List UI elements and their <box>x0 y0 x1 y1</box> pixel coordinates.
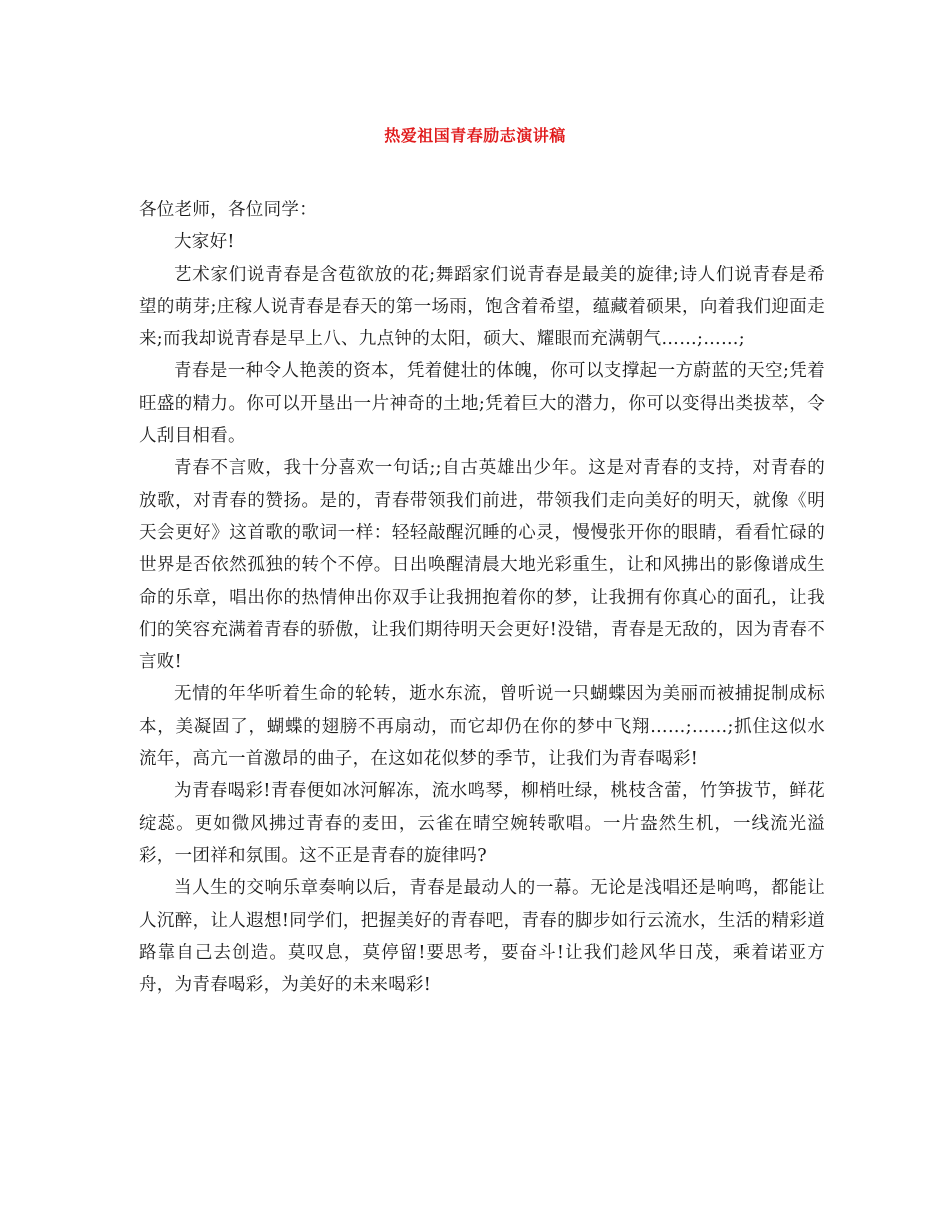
paragraph-1: 艺术家们说青春是含苞欲放的花;舞蹈家们说青春是最美的旋律;诗人们说青春是希望的萌芽;庄稼人说青春是春天的第一场雨，饱含着希望，蕴藏着硕果，向着我们迎面走来;而我却说青春是早上八、九点钟的太阳，硕大、耀眼而充满朝气……;……; <box>139 264 825 350</box>
paragraph-2: 青春是一种令人艳羡的资本，凭着健壮的体魄，你可以支撑起一方蔚蓝的天空;凭着旺盛的精力。你可以开垦出一片神奇的土地;凭着巨大的潜力，你可以变得出类拔萃，令人刮目相看。 <box>139 361 825 447</box>
document-body <box>139 194 825 1001</box>
paragraph-4: 无情的年华听着生命的轮转，逝水东流，曾听说一只蝴蝶因为美丽而被捕捉制成标本，美凝固了，蝴蝶的翅膀不再扇动，而它却仍在你的梦中飞翔……;……;抓住这似水流年，高亢一首激昂的曲子，在这如花似梦的季节，让我们为青春喝彩! <box>139 684 825 770</box>
paragraph-3: 青春不言败，我十分喜欢一句话;;自古英雄出少年。这是对青春的支持，对青春的放歌，对青春的赞扬。是的，青春带领我们前进，带领我们走向美好的明天，就像《明天会更好》这首歌的歌词一样：轻轻敲醒沉睡的心灵，慢慢张开你的眼睛，看看忙碌的世界是否依然孤独的转个不停。日出唤醒清晨大地光彩重生，让和风拂出的影像谱成生命的乐章，唱出你的热情伸出你双手让我拥抱着你的梦，让我拥有你真心的面孔，让我们的笑容充满着青春的骄傲，让我们期待明天会更好!没错，青春是无敌的，因为青春不言败! <box>139 458 825 673</box>
document-title: 热爱祖国青春励志演讲稿 <box>384 126 566 145</box>
paragraph-6: 当人生的交响乐章奏响以后，青春是最动人的一幕。无论是浅唱还是响鸣，都能让人沉醉，让人遐想!同学们，把握美好的青春吧，青春的脚步如行云流水，生活的精彩道路靠自己去创造。莫叹息，莫停留!要思考，要奋斗!让我们趁风华日茂，乘着诺亚方舟，为青春喝彩，为美好的未来喝彩! <box>139 878 825 996</box>
paragraph-5: 为青春喝彩!青春便如冰河解冻，流水鸣琴，柳梢吐绿，桃枝含蕾，竹笋拔节，鲜花绽蕊。更如微风拂过青春的麦田，云雀在晴空婉转歌唱。一片盎然生机，一线流光溢彩，一团祥和氛围。这不正是青春的旋律吗? <box>139 781 825 866</box>
salutation: 各位老师，各位同学： <box>139 200 317 220</box>
paragraph-greeting: 大家好! <box>174 232 235 253</box>
